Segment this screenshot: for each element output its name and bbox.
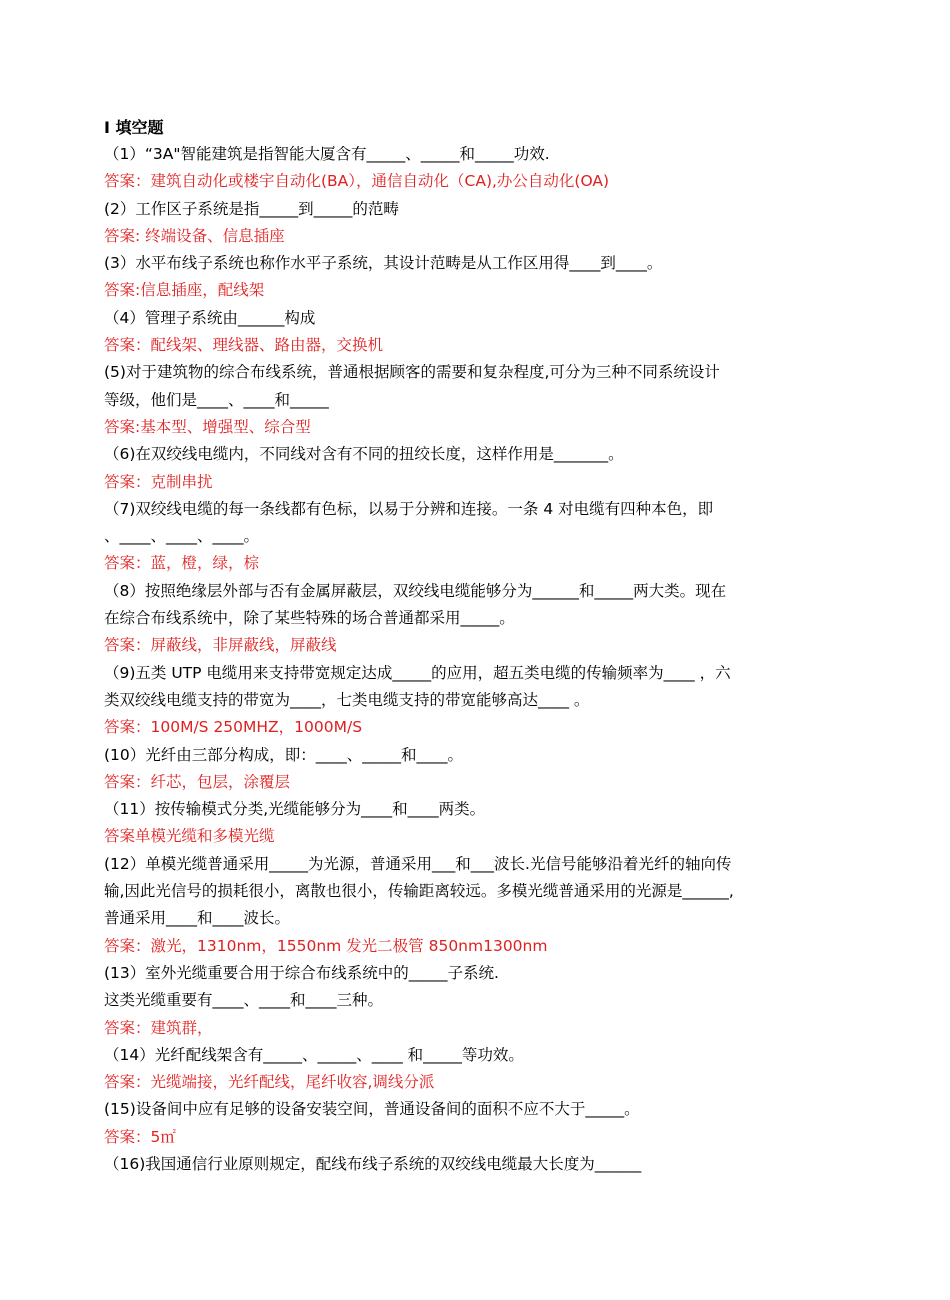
question-line: （7)双绞线电缆的每一条线都有色标，以易于分辨和连接。一条 4 对电缆有四种本色，即: [104, 499, 714, 518]
answer-line: 答案：激光，1310nm，1550nm 发光二极管 850nm1300nm: [104, 936, 548, 955]
question-line: （8）按照绝缘层外部与否有金属屏蔽层，双绞线电缆能够分为______和_____两大类。现在: [104, 581, 727, 600]
answer-line: 答案：建筑自动化或楼宇自动化(BA），通信自动化（CA),办公自动化(OA): [104, 172, 610, 191]
question-line: 输,因此光信号的损耗很小，离散也很小，传输距离较远。多模光缆普通采用的光源是______,: [104, 882, 734, 901]
answer-line: 答案：光缆端接，光纤配线，尾纤收容,调线分派: [104, 1073, 435, 1092]
question-line: 、____、____、____。: [104, 527, 260, 546]
question-line: (3）水平布线子系统也称作水平子系统，其设计范畴是从工作区用得____到____。: [104, 254, 663, 273]
answer-line: 答案:信息插座，配线架: [104, 281, 265, 300]
question-line: (13）室外光缆重要合用于综合布线系统中的_____子系统.: [104, 963, 499, 982]
answer-line: 答案：蓝，橙，绿，棕: [104, 554, 260, 573]
question-line: (12）单模光缆普通采用_____为光源，普通采用___和___波长.光信号能够沿着光纤的轴向传: [104, 854, 732, 873]
question-line: (10）光纤由三部分构成，即：____、_____和____。: [104, 745, 464, 764]
question-line: （6)在双绞线电缆内，不同线对含有不同的扭绞长度，这样作用是_______。: [104, 445, 624, 464]
question-line: (15)设备间中应有足够的设备安装空间，普通设备间的面积不应不大于_____。: [104, 1100, 640, 1119]
answer-line: 答案：配线架、理线器、路由器，交换机: [104, 336, 384, 355]
answer-line: 答案: 终端设备、信息插座: [104, 226, 285, 245]
question-line: 在综合布线系统中，除了某些特殊的场合普通都采用_____。: [104, 609, 515, 628]
question-line: 这类光缆重要有____、____和____三种。: [104, 991, 384, 1010]
answer-line: 答案：克制串扰: [104, 472, 213, 491]
question-list: [104, 141, 864, 1178]
answer-line: 答案单模光缆和多模光缆: [104, 827, 275, 846]
answer-line: 答案：屏蔽线，非屏蔽线，屏蔽线: [104, 636, 337, 655]
question-line: (2）工作区子系统是指_____到_____的范畴: [104, 199, 399, 218]
question-line: 等级，他们是____、____和_____: [104, 390, 329, 409]
answer-line: 答案:基本型、增强型、综合型: [104, 417, 311, 436]
question-line: （1）“3A"智能建筑是指智能大厦含有_____、_____和_____功效.: [104, 145, 550, 163]
question-line: （14）光纤配线架含有_____、_____、____ 和_____等功效。: [104, 1045, 524, 1064]
answer-line: 答案：100M/S 250MHZ，1000M/S: [104, 718, 363, 737]
question-line: （16)我国通信行业原则规定，配线布线子系统的双绞线电缆最大长度为______: [104, 1154, 642, 1173]
answer-line: 答案：5㎡: [104, 1127, 176, 1146]
answer-line: 答案：纤芯，包层，涂覆层: [104, 772, 291, 791]
section-title: Ⅰ 填空题: [104, 118, 164, 137]
question-line: 类双绞线电缆支持的带宽为____，七类电缆支持的带宽能够高达____ 。: [104, 690, 590, 709]
question-line: （4）管理子系统由______构成: [104, 308, 316, 327]
question-line: （9)五类 UTP 电缆用来支持带宽规定达成_____的应用，超五类电缆的传输频率为____ ，六: [104, 663, 731, 682]
question-line: （11）按传输模式分类,光缆能够分为____和____两类。: [104, 800, 486, 819]
question-line: 普通采用____和____波长。: [104, 909, 291, 928]
question-line: (5)对于建筑物的综合布线系统，普通根据顾客的需要和复杂程度,可分为三种不同系统设计: [104, 363, 720, 382]
answer-line: 答案：建筑群，: [104, 1018, 213, 1037]
